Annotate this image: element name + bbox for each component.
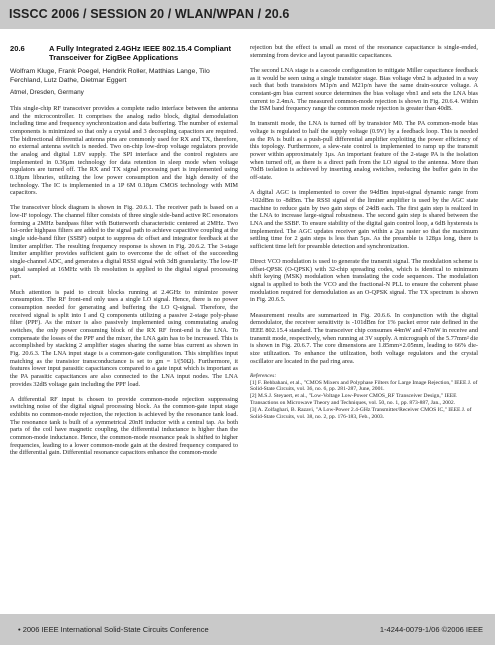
right-column [250,44,478,420]
affiliation: Atmel, Dresden, Germany [10,89,84,96]
body-paragraph: A differential RF input is chosen to provide common-mode rejection suppressing switching noise of the digital signal processing block. As the common-gate input stage exhibits no common-mode rejection, the rejection is achieved by the resonance tank load. The resonance tank is built of a symmetrical 20nH inductor with a central tap. As both parts of the coil have magnetic coupling, the differential inductance is higher than the common-mode inductance. Hence, the common-mode resonance peak is shifted to higher frequencies, leading to a lower common-mode gain at the desired frequency compared to the differential gain. Differential resonance capacitors enhance the common-mode [10,395,238,457]
reference-item: [1] F. Behbahani, et al., "CMOS Mixers and Polyphase Filters for Large Image Rejection," IEEE J. of Solid-State Circuits, vol. 36, no. 6, pp. 281-287, June, 2001. [250,379,478,393]
header-title: ISSCC 2006 / SESSION 20 / WLAN/WPAN / 20.6 [9,7,290,21]
paper-heading [10,44,238,62]
author-list: Wolfram Kluge, Frank Poegel, Hendrik Roller, Matthias Lange, Tilo Ferchland, Lutz Dathe, Dietmar Eggert [10,68,210,84]
body-paragraph: Much attention is paid to circuit blocks running at 2.4GHz to minimize power consumption. The RF front-end only uses a single LO signal. Hence, there is no power consumption needed for generating and buffering the LO Q-signal. Therefore, the received signal is split into I and Q components utilizing a passive 2-stage poly-phase filter (PPF). As the mixer is also passively implemented using commutating analog switches, the only power consuming block of the RX RF front-end is the LNA. To compensate the losses of the PPF and the mixer, the LNA gain has to be increased. This is accomplished by stacking 2 amplifier stages sharing the same bias current as shown in Fig. 20.6.3. The LNA input stage is a common-gate configuration. This simplifies input matching as the transistor transconductance is set to gm = 1/(50Ω). Furthermore, it features lower input parasitic capacitances compared to a gate input which is important as the PA parasitic capacitances are also connected to the LNA input nodes. The LNA provides 32dB voltage gain including the PPF load. [10,288,238,388]
left-column [10,44,238,465]
references-heading: References: [250,372,277,379]
reference-item: [3] A. Zolfaghari, B. Razavi, "A Low-Power 2.4-GHz Transmitter/Receiver CMOS IC," IEEE J. of Solid-State Circuits, vol. 38, no. 2, pp. 176-183, Feb., 2003. [250,406,472,420]
footer-bar [0,614,495,645]
paper-title: A Fully Integrated 2.4GHz IEEE 802.15.4 Compliant Transceiver for ZigBee Applications [49,44,232,63]
reference-item: [2] M.S.J. Steyaert, et al., "Low-Voltage Low-Power CMOS_RF Transceiver Design," IEEE Transactions on Microwave Theory and Techniques, vol. 50, no. 1, pp. 873-887, Jan., 2002. [250,393,457,407]
body-paragraph: Direct VCO modulation is used to generate the transmit signal. The modulation scheme is offset-QPSK (O-QPSK) with 32-chip spreading codes, which is identical to minimum shift keying (MSK) modulation when translating the code sequences. The modulation signal is applied to both the VCO and the fractional-N PLL to ensure the coherent phase modulation required for demodulation as an O-QPSK signal. The TX spectrum is shown in Fig. 20.6.5. [250,258,478,304]
body-paragraph: Measurement results are summarized in Fig. 20.6.6. In conjunction with the digital demodulator, the receiver sensitivity is -101dBm for 1% packet error rate defined in the IEEE 802.15.4 standard. The transceiver chip consumes 44mW and 47mW in receive and transmit mode, respectively, when running at 3V supply. A micrograph of the 5.77mm² die is shown in Fig. 20.6.7. The core dimensions are 1.85mm×2.05mm, leading to 66% die-size utilization. To enhance the utilization, both voltage regulators and the crystal oscillator are located in the pad ring area. [250,311,478,365]
conference-name: • 2006 IEEE International Solid-State Circuits Conference [18,625,209,634]
body-paragraph: The transceiver block diagram is shown in Fig. 20.6.1. The receiver path is based on a low-IF topology. The channel filter consists of three single side-band active RC resonators forming a 2MHz bandpass filter with Butterworth characteristic centered at 2MHz. Two 1st-order highpass filters are added to the signal path to achieve capacitive coupling at the single side-band filter (SSBF) output to suppress dc offset and integrator feedback at the limiter amplifier. The resulting frequency response is shown in Fig. 20.6.2. The 3-stage limiter amplifier provides sufficient gain to overcome the dc offset of the succeeding single-channel ADC, and generates a digital RSSI signal with 3dB granularity. The low-IF signal sampled at 16MHz with 1b resolution is applied to the digital signal processing part. [10,204,238,281]
body-paragraph: rejection but the effect is small as most of the resonance capacitance is single-ended, stemming from device and layout parasitic capacitances. [250,44,478,59]
body-paragraph: The second LNA stage is a cascode configuration to mitigate Miller capacitance feedback as it would be seen using a single transistor stage. Bias voltage vbn2 is adjusted in a way such that both transistors M1p/n and M21p/n have the same drain-source voltage. A constant-gm bias current source determines the bias voltage vbn1 and sets the LNA bias current to 2.4mA. The measured common-mode rejection is shown in Fig. 20.6.4. Within the ISM band frequency range the common mode rejection is greater than 40dB. [250,66,478,113]
body-paragraph: This single-chip RF transceiver provides a complete radio interface between the antenna and the microcontroller. It comprises the analog radio block, digital demodulation including time and frequency synchronization and data buffering. The number of external components is minimized so that only a crystal and 3 decoupling capacitors are required. The bidirectional differential antenna pins are commonly used for RX and TX, therefore, no external antenna switch is needed. Two on-chip low-drop voltage regulators provide the analog and digital 1.8V supply. The SPI interface and the control registers are implemented in 0.36µm technology for data retention in sleep mode when voltage regulators are turned off. The RX and TX signal processing part is implemented using 0.18µm libraries, utilizing the low power consumption and the high density of the technology. The IC is implemented in a 1P 6M 0.18µm CMOS technology with MIM capacitors. [10,105,238,197]
paper-number: 20.6 [10,44,25,53]
copyright-notice: 1-4244-0079-1/06 ©2006 IEEE [379,625,483,634]
body-paragraph: A digital AGC is implemented to cover the 94dBm input-signal dynamic range from -102dBm to -8dBm. The RSSI signal of the limiter amplifier is used by the AGC state machine to reduce gain by two gain steps of 24dB each. The first gain step is realized in the LNA to increase large-signal robustness. The second gain step is shared between the LNA and the SSBF. To ensure stability of the digital gain control loop, a 6dB hysteresis is implemented. The AGC updates receiver gain within a 2µs raster so that the maximum settling time for 2 gain steps is less than 5µs. As the preamble is 128µs long, there is sufficient time left for preamble detection and synchronization. [250,189,478,250]
header-bar [0,0,495,29]
body-paragraph: In transmit mode, the LNA is turned off by transistor M0. The PA common-mode bias voltage is regulated to half the supply voltage (0.9V) by a feedback loop. This is needed as the PA is built as a push-pull differential amplifier exploiting the power efficiency of this topology. Furthermore, a slew-rate control is implemented to ramp up the transmit power within approximately 1µs. An important feature of the 2-stage PA is the isolation when turned off, as there is a direct path from the LO signal to the antenna. More than 70dB isolation is achieved by inserting analog switches, reducing the buffer gain in the off-state. [250,120,478,182]
